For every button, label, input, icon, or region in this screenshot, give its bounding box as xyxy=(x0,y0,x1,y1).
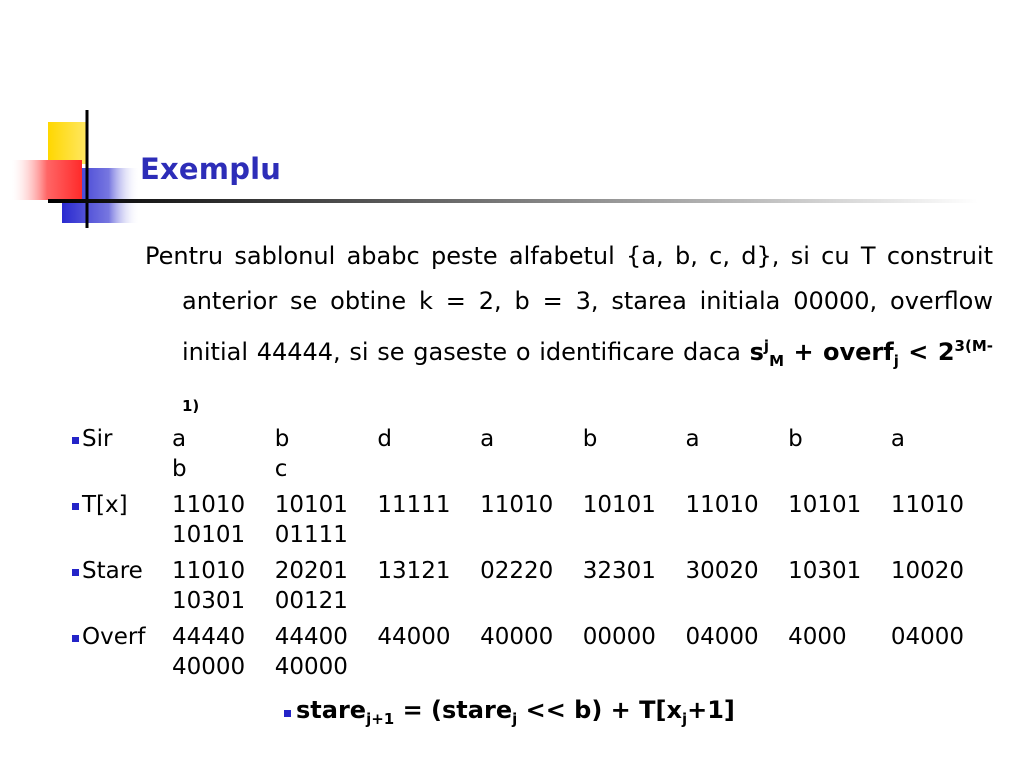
table-cell: b xyxy=(582,426,598,452)
row-label: Stare xyxy=(82,558,143,584)
table-cell: 40000 xyxy=(480,624,554,650)
formula-mid: = (stare xyxy=(394,696,513,724)
formula-sub-xj: j xyxy=(681,709,688,728)
example-table xyxy=(72,424,1012,688)
bullet-icon xyxy=(72,437,79,444)
table-cell: d xyxy=(377,426,392,452)
table-cell: 10301 xyxy=(172,588,246,614)
paragraph-text: Pentru sablonul ababc peste alfabetul {a, b, c, d}, si cu T construit anterior se obtine k = 2, b = 3, starea initiala 00000, overflow initial 44444, si se gaseste o identificare daca xyxy=(145,242,993,366)
bullet-icon xyxy=(72,635,79,642)
formula-sub-j: j xyxy=(512,709,518,728)
table-cell: 13121 xyxy=(377,558,451,584)
formula-end: +1] xyxy=(687,696,735,724)
title-divider xyxy=(48,199,978,203)
formula-shift: << b) + T[x xyxy=(517,696,682,724)
table-cell: 11010 xyxy=(480,492,554,518)
table-cell: 4000 xyxy=(788,624,847,650)
formula-s: s xyxy=(749,338,764,366)
row-label: Overf xyxy=(82,624,146,650)
table-cell: 30020 xyxy=(685,558,759,584)
table-row-sir xyxy=(72,424,1012,484)
table-cell: a xyxy=(480,426,495,452)
bullet-icon xyxy=(284,710,291,717)
table-cell: b xyxy=(274,426,290,452)
table-cell: a xyxy=(890,426,905,452)
formula-stare: stare xyxy=(296,696,367,724)
table-cell: 00121 xyxy=(274,588,348,614)
table-cell: 10301 xyxy=(788,558,862,584)
table-cell: 01111 xyxy=(274,522,348,548)
table-cell: 10101 xyxy=(788,492,862,518)
table-cell: b xyxy=(172,456,187,482)
formula-sub-j1: j+1 xyxy=(366,709,395,728)
table-cell: 40000 xyxy=(172,654,246,680)
intro-paragraph xyxy=(145,234,993,435)
table-cell: 11010 xyxy=(172,558,246,584)
table-cell: 10101 xyxy=(274,492,348,518)
table-cell: 10020 xyxy=(890,558,964,584)
update-formula xyxy=(284,696,735,728)
formula-lt: < 2 xyxy=(898,338,955,366)
bullet-icon xyxy=(72,503,79,510)
table-cell: 11010 xyxy=(685,492,759,518)
table-cell: 10101 xyxy=(582,492,656,518)
formula-sub-M: M xyxy=(769,351,785,370)
table-cell: 00000 xyxy=(582,624,656,650)
table-row-overf xyxy=(72,622,1012,682)
table-cell: 04000 xyxy=(890,624,964,650)
decorative-corner-graphic xyxy=(0,0,140,240)
table-row-tx xyxy=(72,490,1012,550)
table-cell: c xyxy=(274,456,288,482)
table-cell: 44000 xyxy=(377,624,451,650)
table-row-stare xyxy=(72,556,1012,616)
table-cell: 40000 xyxy=(274,654,348,680)
table-cell: b xyxy=(788,426,803,452)
table-cell: 11010 xyxy=(890,492,964,518)
table-cell: 04000 xyxy=(685,624,759,650)
formula-sup-j: j xyxy=(763,337,770,355)
formula-exponent: 3(M-1) xyxy=(182,337,993,415)
table-cell: 11010 xyxy=(172,492,246,518)
table-cell: 44440 xyxy=(172,624,246,650)
slide-title: Exemplu xyxy=(140,152,282,186)
bullet-icon xyxy=(72,569,79,576)
table-cell: a xyxy=(685,426,700,452)
row-label: T[x] xyxy=(82,492,128,518)
table-cell: 10101 xyxy=(172,522,246,548)
table-cell: a xyxy=(172,426,187,452)
formula-sub-j: j xyxy=(893,351,899,370)
table-cell: 32301 xyxy=(582,558,656,584)
row-label: Sir xyxy=(82,426,113,452)
table-cell: 11111 xyxy=(377,492,451,518)
table-cell: 44400 xyxy=(274,624,348,650)
formula-overf: + overf xyxy=(784,338,894,366)
table-cell: 20201 xyxy=(274,558,348,584)
table-cell: 02220 xyxy=(480,558,554,584)
